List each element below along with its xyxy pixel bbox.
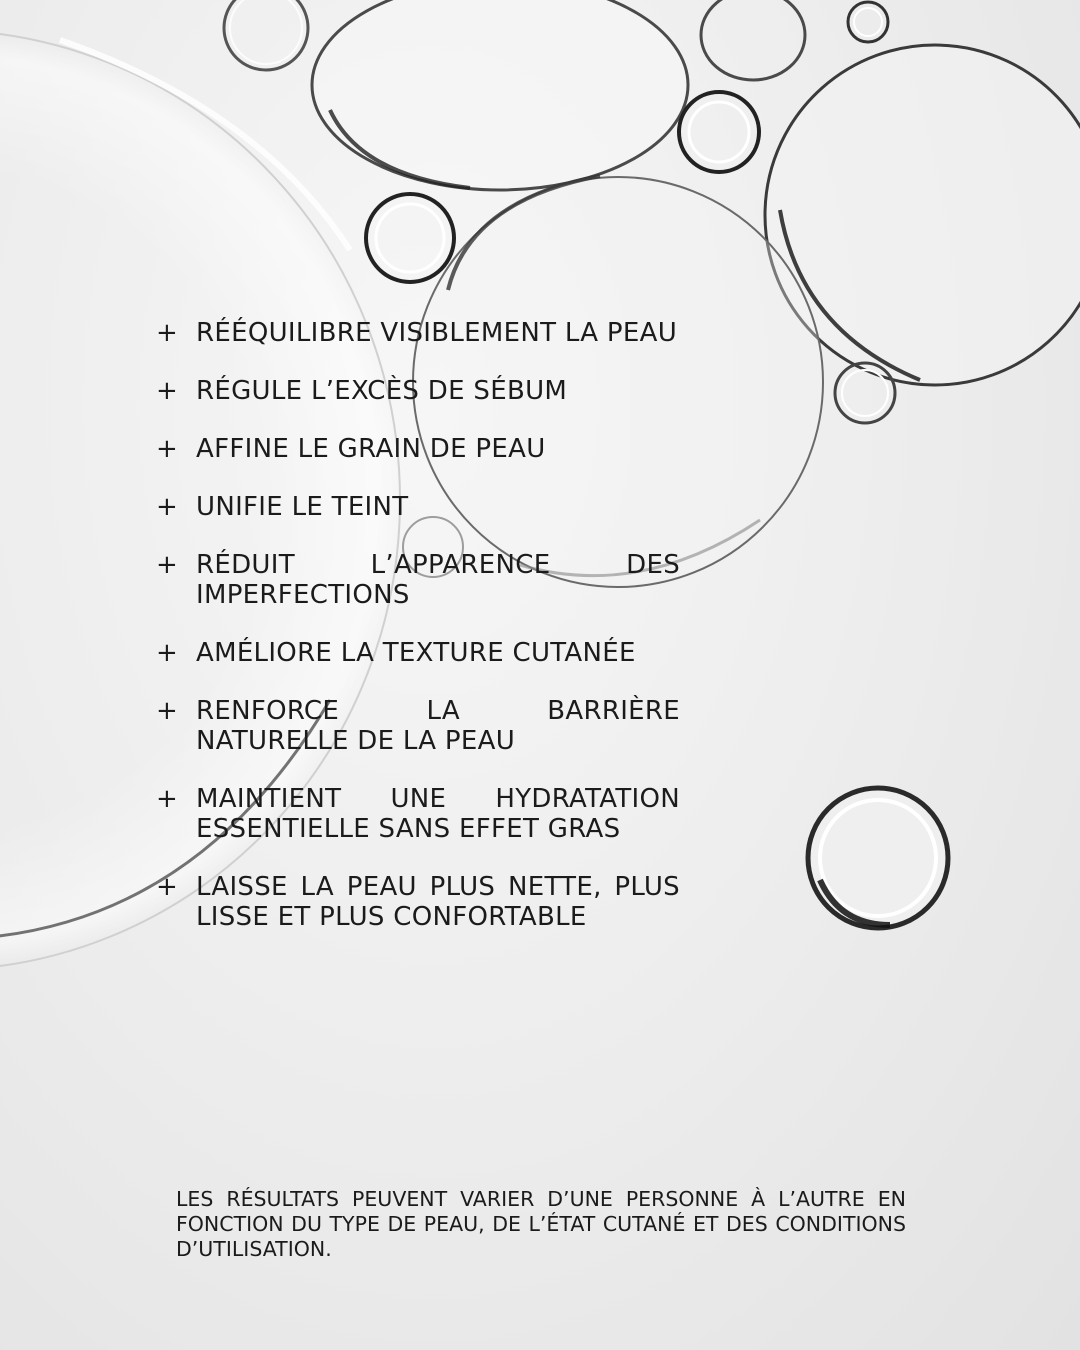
benefit-text: RÉGULE L’EXCÈS DE SÉBUM <box>196 376 568 406</box>
plus-icon: + <box>156 638 178 668</box>
plus-icon: + <box>156 492 178 522</box>
benefit-item <box>156 434 680 464</box>
disclaimer-text: LES RÉSULTATS PEUVENT VARIER D’UNE PERSONNE À L’AUTRE EN FONCTION DU TYPE DE PEAU, DE L’ÉTAT CUTANÉ ET DES CONDITIONS D’UTILISATION. <box>176 1187 906 1261</box>
benefit-text: UNIFIE LE TEINT <box>196 492 409 522</box>
benefit-item <box>156 318 680 348</box>
plus-icon: + <box>156 550 178 580</box>
benefit-item <box>156 696 680 756</box>
plus-icon: + <box>156 696 178 726</box>
benefit-text: MAINTIENT UNE HYDRATATION ESSENTIELLE SANS EFFET GRAS <box>196 784 680 844</box>
plus-icon: + <box>156 434 178 464</box>
benefit-item <box>156 784 680 844</box>
benefit-item <box>156 550 680 610</box>
benefit-text: LAISSE LA PEAU PLUS NETTE, PLUS LISSE ET PLUS CONFORTABLE <box>196 872 680 932</box>
small-right-ring <box>835 363 895 423</box>
top-center-bubble <box>312 0 688 190</box>
lens-bubble <box>808 788 948 928</box>
benefit-text: RÉÉQUILIBRE VISIBLEMENT LA PEAU <box>196 318 678 348</box>
benefit-text: AFFINE LE GRAIN DE PEAU <box>196 434 546 464</box>
plus-icon: + <box>156 784 178 814</box>
plus-icon: + <box>156 872 178 902</box>
benefit-item <box>156 492 680 522</box>
benefits-list <box>156 318 680 960</box>
small-top-ring <box>224 0 308 70</box>
mid-ring <box>366 194 454 282</box>
benefit-text: RENFORCE LA BARRIÈRE NATURELLE DE LA PEAU <box>196 696 680 756</box>
benefit-text: AMÉLIORE LA TEXTURE CUTANÉE <box>196 638 636 668</box>
plus-icon: + <box>156 318 178 348</box>
benefit-item <box>156 376 680 406</box>
benefit-item <box>156 638 680 668</box>
plus-icon: + <box>156 376 178 406</box>
benefit-item <box>156 872 680 932</box>
benefit-text: RÉDUIT L’APPARENCE DES IMPERFECTIONS <box>196 550 680 610</box>
